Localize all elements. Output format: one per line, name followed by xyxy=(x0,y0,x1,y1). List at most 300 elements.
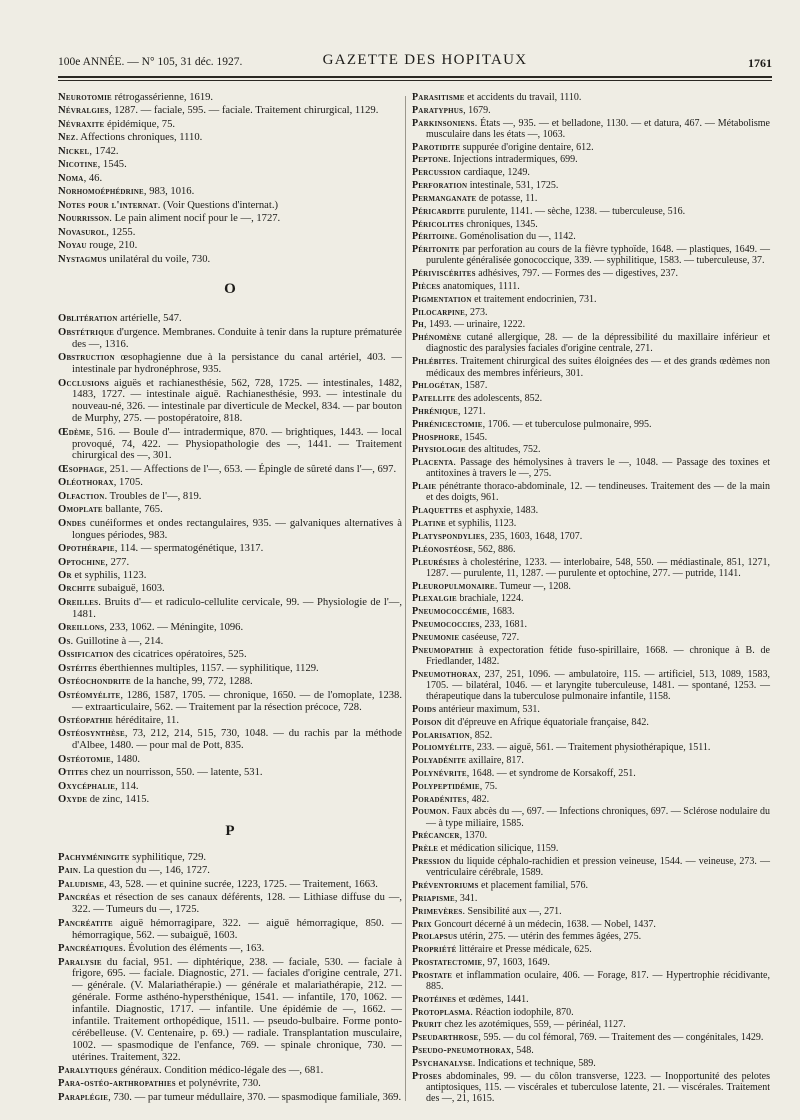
index-references: , 277. xyxy=(105,556,130,568)
p-entries-continued xyxy=(412,92,770,1104)
index-entry xyxy=(412,206,770,217)
index-term: Permanganate xyxy=(412,192,477,204)
index-references: et syphilis, 1123. xyxy=(71,570,147,581)
index-references: des altitudes, 752. xyxy=(465,444,541,456)
index-references: de la hanche, 99, 772, 1288. xyxy=(130,676,253,688)
index-entry xyxy=(412,118,770,140)
index-term: Ostéopathie xyxy=(58,714,113,726)
index-term: Pneumonie xyxy=(412,631,460,643)
index-references: unilatéral du voile, 730. xyxy=(106,253,211,265)
index-term: Ph xyxy=(412,319,424,331)
index-references: , 482. xyxy=(466,793,490,805)
index-references: , 341. xyxy=(454,892,478,904)
index-term: Pain xyxy=(58,865,79,877)
index-references: . Indications et technique, 589. xyxy=(472,1057,596,1069)
index-references: œsophagienne due à la persistance du canal artériel, 403. — intestinale par hydronéphrose, 935. xyxy=(72,352,402,376)
index-entry xyxy=(412,957,770,968)
index-entry xyxy=(58,767,402,779)
index-term: Oblitération xyxy=(58,313,118,325)
page-number: 1761 xyxy=(748,56,772,70)
index-term: Para-ostéo-arthropathies xyxy=(58,1078,176,1090)
index-references: du liquide céphalo-rachidien et pression veineuse, 1544. — veineuse, 273. — ventriculaire cérébrale, 1589. xyxy=(426,856,770,879)
index-references: . Traitement chirurgical des suites éloignées des — et des grands œdèmes non médicaux des membres inférieurs, 301. xyxy=(426,356,770,379)
index-references: chroniques, 1345. xyxy=(463,218,538,230)
index-references: , 1679. xyxy=(463,104,491,116)
index-references: généraux. Condition médico-légale des —, 681. xyxy=(117,1064,324,1076)
index-entry xyxy=(412,154,770,165)
index-references: , 73, 212, 214, 515, 730, 1048. — du rachis par la méthode d'Albee, 1480. — pour mal de Pott, 835. xyxy=(72,728,402,752)
index-term: Pneumococcémie xyxy=(412,606,488,618)
index-term: Ostéochondrite xyxy=(58,676,131,688)
index-term: Primevères xyxy=(412,905,463,917)
index-references: , 730. — par tumeur médullaire, 370. — spasmodique familiale, 369. xyxy=(108,1091,402,1103)
index-term: Paludisme xyxy=(58,878,104,890)
index-references: Goncourt décerné à un médecin, 1638. — Nobel, 1437. xyxy=(431,918,656,930)
index-references: purulente, 1141. — sèche, 1238. — tuberculeuse, 516. xyxy=(465,205,686,217)
index-entry xyxy=(412,518,770,529)
index-term: Parasitisme xyxy=(412,92,465,103)
index-term: Nez xyxy=(58,132,76,144)
index-references: . Le pain aliment nocif pour le —, 1727. xyxy=(109,213,281,225)
index-references: , 114. xyxy=(115,780,139,792)
index-term: Ptoses xyxy=(412,1070,442,1082)
index-term: Névraxite xyxy=(58,118,105,130)
index-entry xyxy=(58,597,402,621)
index-entry xyxy=(412,531,770,542)
index-references: , 562, 886. xyxy=(473,543,516,555)
index-references: adhésives, 797. — Formes des — digestives, 237. xyxy=(475,268,678,280)
index-entry xyxy=(412,92,770,103)
index-entry xyxy=(412,606,770,617)
index-references: , 1742. xyxy=(89,145,119,157)
index-references: et traitement endocrinien, 731. xyxy=(471,293,597,305)
index-term: Pleuropulmonaire xyxy=(412,580,495,592)
index-entry xyxy=(58,352,402,376)
index-term: Orchite xyxy=(58,583,96,595)
index-term: Protéines xyxy=(412,993,457,1005)
index-entry xyxy=(58,570,402,582)
index-entry xyxy=(412,356,770,378)
index-references: de potasse, 11. xyxy=(476,192,538,204)
letter-heading-o: O xyxy=(224,280,236,297)
index-entry xyxy=(412,1045,770,1056)
index-term: Os xyxy=(58,635,71,647)
index-references: , 235, 1603, 1648, 1707. xyxy=(484,530,583,542)
index-term: Prolapsus xyxy=(412,931,458,943)
index-term: Prurit xyxy=(412,1019,442,1031)
index-references: , 97, 1603, 1649. xyxy=(482,956,550,968)
index-term: Péricolites xyxy=(412,218,464,230)
index-entry xyxy=(412,944,770,955)
index-entry xyxy=(412,193,770,204)
index-references: aiguë hémorragipare, 322. — aiguë hémorragique, 850. — hémorragique, 562. — subaiguë, 1603. xyxy=(72,917,402,941)
index-entry xyxy=(412,581,770,592)
index-term: Pléonostéose xyxy=(412,543,474,555)
index-term: Oléothorax xyxy=(58,477,114,489)
index-entry xyxy=(58,754,402,766)
index-references: épidémique, 75. xyxy=(104,118,176,130)
index-entry xyxy=(412,406,770,417)
index-references: . La question du —, 146, 1727. xyxy=(78,865,210,877)
index-term: Propriété xyxy=(412,944,457,956)
index-references: à expectoration fétide fuso-spirillaire, 1668. — chronique à B. de Friedlander, 1482. xyxy=(426,644,770,667)
index-entry xyxy=(58,663,402,675)
journal-title: GAZETTE DES HOPITAUX xyxy=(322,52,528,68)
index-term: Pression xyxy=(412,856,451,868)
index-references: et médication silicique, 1159. xyxy=(438,843,559,855)
index-entry xyxy=(412,1019,770,1030)
index-term: Pleurésies xyxy=(412,556,460,568)
index-entry xyxy=(412,794,770,805)
index-references: dit d'épreuve en Afrique équatoriale française, 842. xyxy=(441,716,649,728)
index-entry xyxy=(412,167,770,178)
index-entry xyxy=(412,843,770,854)
index-entry xyxy=(412,768,770,779)
index-entry xyxy=(412,669,770,703)
index-entry xyxy=(412,593,770,604)
index-references: à cholestérine, 1233. — interlobaire, 548, 550. — médiastinale, 851, 1271, 1287. — purulente, 11, 1287. — purulente et optochine, 277. — putride, 1141. xyxy=(426,556,770,579)
index-references: , 237, 251, 1096. — ambulatoire, 115. — artificiel, 513, 1089, 1583, 1705. — bilatéral, 1046. — et laryngite tuberculeuse, 1481. — spontané, 1253. — thérapeutique dans la tuberculose pulmonaire infantile, 1158. xyxy=(426,668,770,703)
index-term: Oreillons xyxy=(58,622,105,634)
index-entry xyxy=(412,481,770,503)
index-term: Névralgies xyxy=(58,105,109,117)
index-entry xyxy=(58,1078,402,1090)
index-references: , 516. — Boule d'— intradermique, 870. — brightiques, 1443. — local provoqué, 74, 422. — Physiopathologie des —, 1441. — Traitement chirurgical des —, 301. xyxy=(72,426,402,462)
index-term: Placenta xyxy=(412,457,454,469)
index-references: d'urgence. Membranes. Conduite à tenir dans la rupture prématurée des —, 1316. xyxy=(72,326,402,350)
index-entry xyxy=(58,690,402,714)
index-references: littéraire et Presse médicale, 625. xyxy=(456,944,592,956)
index-term: Platyspondylies xyxy=(412,530,485,542)
issue-info: 100e ANNÉE. — N° 105, 31 déc. 1927. xyxy=(58,56,243,68)
index-term: Otites xyxy=(58,767,89,779)
left-column xyxy=(58,92,402,1105)
index-entry xyxy=(58,879,402,891)
index-entry xyxy=(58,557,402,569)
index-entry xyxy=(412,619,770,630)
index-entry xyxy=(58,173,402,185)
index-entry xyxy=(58,676,402,688)
index-term: Olfaction xyxy=(58,490,105,502)
index-entry xyxy=(58,200,402,212)
index-term: Patellite xyxy=(412,393,456,405)
index-entry xyxy=(58,918,402,942)
index-term: Poumon xyxy=(412,806,447,818)
index-references: . Tumeur —, 1208. xyxy=(494,580,571,592)
index-references: intestinale, 531, 1725. xyxy=(467,180,559,192)
index-term: Psychanalyse xyxy=(412,1057,473,1069)
index-references: , 1545. xyxy=(97,159,127,171)
index-term: Poids xyxy=(412,703,437,715)
index-references: , 1545. xyxy=(459,431,488,443)
index-entry xyxy=(58,781,402,793)
index-term: Œdème xyxy=(58,426,91,438)
index-entry xyxy=(58,213,402,225)
index-entry xyxy=(58,427,402,463)
index-references: , 233. — aiguë, 561. — Traitement physiothérapique, 1511. xyxy=(471,742,711,754)
index-references: , 1370. xyxy=(459,830,488,842)
index-entry xyxy=(412,919,770,930)
index-entry xyxy=(58,794,402,806)
index-term: Polypeptidémie xyxy=(412,780,480,792)
index-references: , 75. xyxy=(479,780,498,792)
index-references: . Affections chroniques, 1110. xyxy=(75,132,203,144)
index-entry xyxy=(412,806,770,828)
index-term: Poison xyxy=(412,716,442,728)
index-entry xyxy=(58,227,402,239)
index-term: Poradénites xyxy=(412,793,467,805)
index-references: abdominales, 99. — du côlon transverse, 1223. — Inopportunité des pelotes antiptosiques, 115. — viscérales et tuberculose latente, 21. — viscérales. Traitement des —, 21, 1615. xyxy=(426,1070,770,1105)
index-references: . Injections intradermiques, 699. xyxy=(448,154,578,166)
index-term: Polynévrite xyxy=(412,767,467,779)
index-entry xyxy=(58,649,402,661)
index-term: Pilocarpine xyxy=(412,306,466,318)
index-entry xyxy=(58,715,402,727)
index-term: Pneumopathie xyxy=(412,644,474,656)
index-references: chez les azotémiques, 559, — périnéal, 1127. xyxy=(441,1019,626,1031)
index-entry xyxy=(58,728,402,752)
letter-heading-p: P xyxy=(225,823,235,840)
index-references: suppurée d'origine dentaire, 612. xyxy=(460,141,594,153)
index-entry xyxy=(412,994,770,1005)
index-term: Pancréatiques xyxy=(58,943,123,955)
index-entry xyxy=(58,378,402,426)
index-references: cunéiformes et ondes rectangulaires, 935. — galvaniques alternatives à longues périodes, 983. xyxy=(72,517,402,541)
index-entry xyxy=(412,419,770,430)
index-entry xyxy=(412,557,770,579)
index-references: et placement familial, 576. xyxy=(478,880,588,892)
index-references: utérin, 275. — utérin des femmes âgées, 275. xyxy=(457,931,642,943)
index-term: Nickel xyxy=(58,145,90,157)
index-entry xyxy=(58,105,402,117)
index-entry xyxy=(412,906,770,917)
index-entry xyxy=(58,943,402,955)
index-entry xyxy=(58,957,402,1064)
index-references: héréditaire, 11. xyxy=(112,714,180,726)
index-references: , 548. xyxy=(511,1045,534,1057)
index-term: Paratyphus xyxy=(412,104,464,116)
index-references: par perforation au cours de la fièvre typhoïde, 1648. — plastiques, 1649. — purulente généralisée gonococcique, 339. — syphilitique, 1583. — tuberculeuse, 37. xyxy=(426,244,770,267)
index-entry xyxy=(58,254,402,266)
o-entries xyxy=(58,313,402,806)
index-term: Polarisation xyxy=(412,729,470,741)
index-entry xyxy=(58,146,402,158)
index-term: Percussion xyxy=(412,167,461,179)
index-entry xyxy=(412,856,770,878)
index-entry xyxy=(412,1032,770,1043)
index-entry xyxy=(58,636,402,648)
index-term: Novasurol xyxy=(58,226,107,238)
index-entry xyxy=(412,393,770,404)
right-column xyxy=(412,92,770,1106)
index-entry xyxy=(412,730,770,741)
index-entry xyxy=(58,132,402,144)
index-term: Pneumothorax xyxy=(412,668,479,680)
index-references: , 1286, 1587, 1705. — chronique, 1650. — de l'omoplate, 1238. — extraarticulaire, 562. — Traitement par la résection précoce, 728. xyxy=(72,689,402,713)
index-entry xyxy=(412,544,770,555)
index-entry xyxy=(58,119,402,131)
index-references: subaiguë, 1603. xyxy=(95,583,165,595)
index-entry xyxy=(412,931,770,942)
index-term: Oxycéphalie xyxy=(58,780,116,792)
index-references: , 43, 528. — et quinine sucrée, 1223, 1725. — Traitement, 1663. xyxy=(104,878,378,890)
index-references: , 852. xyxy=(469,729,493,741)
index-references: syphilitique, 729. xyxy=(129,851,207,863)
header-rule-thin xyxy=(58,80,772,81)
index-references: , 46. xyxy=(83,172,103,184)
index-entry xyxy=(58,583,402,595)
index-term: Obstruction xyxy=(58,352,115,364)
index-entry xyxy=(412,781,770,792)
index-term: Pseudarthrose xyxy=(412,1032,479,1044)
index-entry xyxy=(412,755,770,766)
index-entry xyxy=(412,180,770,191)
index-term: Plaie xyxy=(412,481,437,493)
index-entry xyxy=(412,717,770,728)
index-references: , 1271. xyxy=(458,405,486,417)
index-term: Phrénicectomie xyxy=(412,418,483,430)
index-references: et accidents du travail, 1110. xyxy=(464,92,582,103)
index-entry xyxy=(412,332,770,354)
index-references: , 233, 1681. xyxy=(479,618,527,630)
index-term: Péritoine xyxy=(412,231,455,243)
index-entry xyxy=(58,892,402,916)
index-term: Neurotomie xyxy=(58,92,112,103)
index-references: et asphyxie, 1483. xyxy=(462,505,539,517)
index-term: Noyau xyxy=(58,240,87,252)
index-term: Or xyxy=(58,570,72,581)
index-references: rétrogassérienne, 1619. xyxy=(111,92,214,103)
index-references: . Sensibilité aux —, 271. xyxy=(462,905,562,917)
index-term: Phrénique xyxy=(412,405,459,417)
index-term: Périviscérites xyxy=(412,268,476,280)
index-entry xyxy=(412,268,770,279)
index-references: , 1706. — et tuberculose pulmonaire, 995. xyxy=(482,418,652,430)
index-term: Peptone xyxy=(412,154,449,166)
index-term: Oxyde xyxy=(58,794,88,806)
column-divider xyxy=(405,96,406,1101)
index-term: Phlogétan xyxy=(412,380,460,392)
index-term: Priapisme xyxy=(412,892,455,904)
index-entry xyxy=(412,645,770,667)
index-term: Ondes xyxy=(58,517,86,529)
index-entry xyxy=(412,219,770,230)
index-term: Obstétrique xyxy=(58,326,114,338)
index-term: Paralysie xyxy=(58,956,102,968)
index-term: Prostatectomie xyxy=(412,956,483,968)
index-entry xyxy=(58,477,402,489)
header-rule xyxy=(58,76,772,78)
index-term: Ostéosynthèse xyxy=(58,728,125,740)
index-references: , 233, 1062. — Méningite, 1096. xyxy=(104,622,244,634)
index-references: . Évolution des éléments —, 163. xyxy=(122,943,265,955)
index-entry xyxy=(58,92,402,104)
index-references: et œdèmes, 1441. xyxy=(456,993,529,1005)
index-references: éberthiennes multiples, 1157. — syphilitique, 1129. xyxy=(97,662,319,674)
index-entry xyxy=(58,327,402,351)
index-references: cutané allergique, 28. — de la dépressibilité du maxillaire inférieur et diagnostic des paralysies faciales d'origine centrale, 271. xyxy=(426,332,770,355)
index-entry xyxy=(58,1065,402,1077)
index-term: Prix xyxy=(412,918,432,930)
index-references: de zinc, 1415. xyxy=(87,794,150,806)
index-term: Noma xyxy=(58,172,84,184)
index-term: Pancréas xyxy=(58,892,100,904)
index-term: Paraplégie xyxy=(58,1091,109,1103)
index-references: , 1255. xyxy=(106,226,136,238)
index-references: et résection de ses canaux déférents, 128. — Lithiase diffuse du —, 322. — Tumeurs du —, 1725. xyxy=(72,892,402,916)
index-term: Paralytiques xyxy=(58,1064,118,1076)
index-references: chez un nourrisson, 550. — latente, 531. xyxy=(88,767,263,779)
index-references: , 273. xyxy=(465,306,488,318)
index-term: Pachyméningite xyxy=(58,851,130,863)
index-term: Perforation xyxy=(412,180,468,192)
index-references: anatomiques, 1111. xyxy=(440,281,520,292)
index-references: , 595. — du col fémoral, 769. — Traitement des — congénitales, 1429. xyxy=(478,1032,764,1044)
index-term: Phosphore xyxy=(412,431,460,443)
index-entry xyxy=(412,307,770,318)
index-entry xyxy=(412,294,770,305)
index-entry xyxy=(58,865,402,877)
index-entry xyxy=(412,880,770,891)
index-references: et polynévrite, 730. xyxy=(175,1078,261,1090)
index-entry xyxy=(412,632,770,643)
index-references: , 1683. xyxy=(487,606,515,618)
index-term: Préventoriums xyxy=(412,880,479,892)
index-term: Optochine xyxy=(58,556,106,568)
index-term: Parkinsoniens xyxy=(412,117,475,129)
index-references: des cicatrices opératoires, 525. xyxy=(113,649,247,661)
index-term: Prostate xyxy=(412,969,453,981)
index-term: Notes pour l'internat xyxy=(58,199,158,211)
index-references: des adolescents, 852. xyxy=(455,393,543,405)
index-entry xyxy=(412,105,770,116)
index-entry xyxy=(412,319,770,330)
index-term: Nourrisson xyxy=(58,213,110,225)
index-references: . Bruits d'— et radiculo-cellulite cervicale, 99. — Physiologie de l'—, 1481. xyxy=(72,596,402,620)
index-entry xyxy=(412,1058,770,1069)
index-references: , 114. — spermatogénétique, 1317. xyxy=(114,543,264,555)
index-term: Polyadénite xyxy=(412,755,467,767)
index-term: Phénomène xyxy=(412,332,462,344)
index-entry xyxy=(412,444,770,455)
index-references: cardiaque, 1249. xyxy=(460,167,530,179)
index-references: . Guillotine à —, 214. xyxy=(70,635,164,647)
index-term: Platine xyxy=(412,518,446,530)
index-term: Nystagmus xyxy=(58,253,107,265)
index-term: Parotidite xyxy=(412,141,461,153)
index-term: Poliomyélite xyxy=(412,742,472,754)
index-entry xyxy=(412,1007,770,1018)
index-references: , 1587. xyxy=(459,380,488,392)
index-term: Pseudo-pneumothorax xyxy=(412,1045,512,1057)
index-references: et syphilis, 1123. xyxy=(445,518,517,530)
index-entry xyxy=(58,852,402,864)
p-entries xyxy=(58,852,402,1104)
index-term: Plaquettes xyxy=(412,505,463,517)
index-entry xyxy=(412,830,770,841)
index-entry xyxy=(58,518,402,542)
index-term: Plexalgie xyxy=(412,593,457,605)
index-entry xyxy=(412,457,770,479)
index-references: , 1705. xyxy=(113,477,143,489)
index-references: artérielle, 547. xyxy=(117,313,182,325)
index-term: Pneumococcies xyxy=(412,618,480,630)
index-term: Nicotine xyxy=(58,159,98,171)
index-entry xyxy=(412,231,770,242)
index-entry xyxy=(412,704,770,715)
index-references: . (Voir Questions d'internat.) xyxy=(157,199,278,211)
index-entry xyxy=(58,186,402,198)
